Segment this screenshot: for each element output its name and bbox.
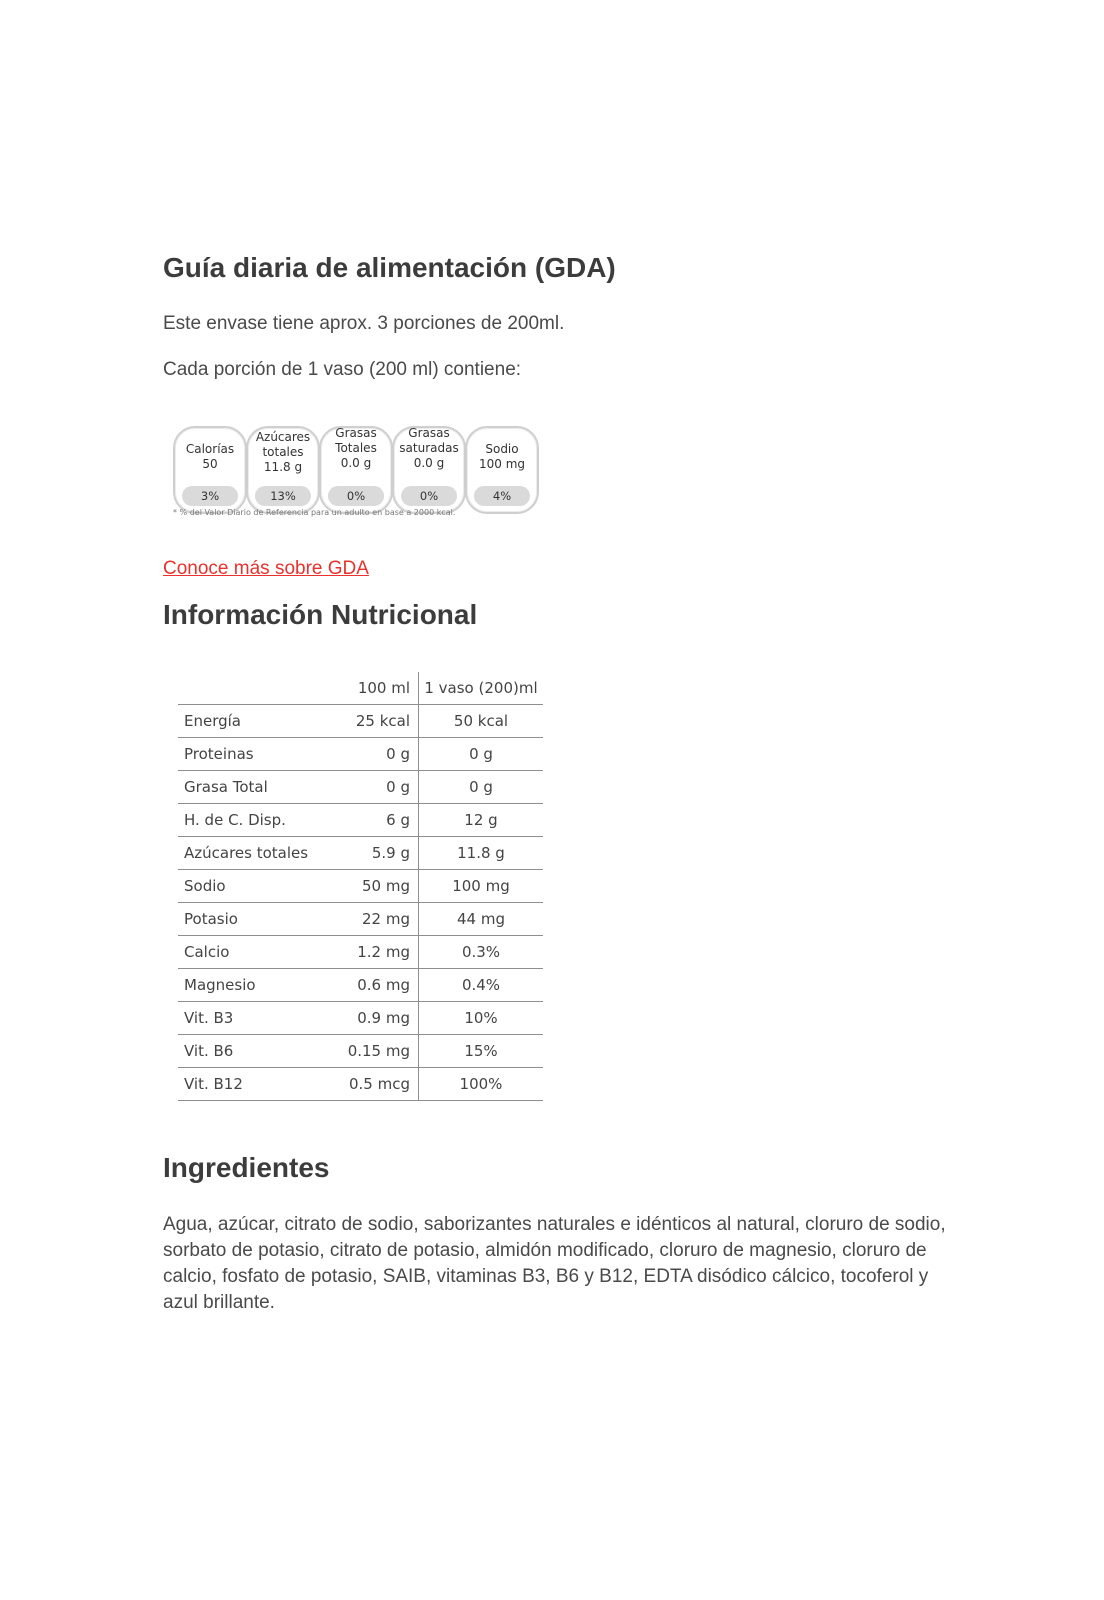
gda-footnote: * % del Valor Diario de Referencia para un adulto en base a 2000 kcal. <box>173 508 456 517</box>
per-100ml-value: 0 g <box>344 771 419 804</box>
table-row <box>178 1035 543 1068</box>
nutrient-name: Proteinas <box>178 738 344 771</box>
table-row <box>178 1002 543 1035</box>
badge-name: Calorías <box>185 442 235 456</box>
per-100ml-value: 6 g <box>344 804 419 837</box>
per-100ml-value: 0 g <box>344 738 419 771</box>
badge-amount: 50 <box>202 457 218 471</box>
per-100ml-value: 0.9 mg <box>344 1002 419 1035</box>
per-100ml-value: 5.9 g <box>344 837 419 870</box>
header-per-100ml: 100 ml <box>344 672 419 705</box>
nutrient-name: Sodio <box>178 870 344 903</box>
ingredients-text: Agua, azúcar, citrato de sodio, saborizantes naturales e idénticos al natural, cloruro de sodio, sorbato de potasio, citrato de potasio, almidón modificado, cloruro de magnesio, cloruro de calcio, fosfato de potasio, SAIB, vitaminas B3, B6 y B12, EDTA disódico cálcico, tocoferol y azul brillante. <box>163 1214 946 1313</box>
table-row <box>178 771 543 804</box>
badge-percent: 0% <box>401 486 457 506</box>
badge-amount: 0.0 g <box>413 456 445 470</box>
per-100ml-value: 0.6 mg <box>344 969 419 1002</box>
table-row <box>178 969 543 1002</box>
badge-amount: 100 mg <box>478 457 526 471</box>
nutrient-name: Energía <box>178 705 344 738</box>
nutrient-name: Azúcares totales <box>178 837 344 870</box>
per-vaso-value: 10% <box>419 1002 544 1035</box>
nutrient-name: Vit. B3 <box>178 1002 344 1035</box>
ingredients-title: Ingredientes <box>163 1152 330 1183</box>
nutrient-name: Calcio <box>178 936 344 969</box>
nutrition-title: Información Nutricional <box>163 599 478 630</box>
per-vaso-value: 0 g <box>419 738 544 771</box>
badge-amount: 0.0 g <box>340 456 372 470</box>
nutrient-name: H. de C. Disp. <box>178 804 344 837</box>
badge-percent: 13% <box>255 486 311 506</box>
table-row <box>178 1068 543 1101</box>
per-100ml-value: 0.5 mcg <box>344 1068 419 1101</box>
table-row <box>178 705 543 738</box>
per-vaso-value: 15% <box>419 1035 544 1068</box>
badge-name: Grasas saturadas <box>399 426 459 455</box>
gda-badge-grasas-totales <box>319 426 393 514</box>
per-vaso-value: 11.8 g <box>419 837 544 870</box>
per-vaso-value: 0.4% <box>419 969 544 1002</box>
per-100ml-value: 1.2 mg <box>344 936 419 969</box>
nutrient-name: Vit. B6 <box>178 1035 344 1068</box>
badge-name: Sodio <box>485 442 519 456</box>
per-vaso-value: 100 mg <box>419 870 544 903</box>
per-vaso-value: 0.3% <box>419 936 544 969</box>
table-row <box>178 804 543 837</box>
table-row <box>178 738 543 771</box>
badge-percent: 4% <box>474 486 530 506</box>
per-vaso-value: 100% <box>419 1068 544 1101</box>
per-vaso-value: 50 kcal <box>419 705 544 738</box>
gda-more-link[interactable]: Conoce más sobre GDA <box>163 558 369 579</box>
badge-percent: 0% <box>328 486 384 506</box>
nutrient-name: Vit. B12 <box>178 1068 344 1101</box>
nutrient-name: Magnesio <box>178 969 344 1002</box>
gda-badge-sodio <box>465 426 539 514</box>
table-row <box>178 837 543 870</box>
gda-title: Guía diaria de alimentación (GDA) <box>163 252 616 283</box>
table-row <box>178 870 543 903</box>
table-row <box>178 936 543 969</box>
badge-name: Grasas Totales <box>335 426 377 455</box>
header-per-vaso: 1 vaso (200)ml <box>419 672 544 705</box>
portions-text: Este envase tiene aprox. 3 porciones de 200ml. <box>163 313 565 334</box>
gda-badge-calorias <box>173 426 247 514</box>
nutrient-name: Grasa Total <box>178 771 344 804</box>
per-vaso-value: 44 mg <box>419 903 544 936</box>
per-100ml-value: 25 kcal <box>344 705 419 738</box>
badge-amount: 11.8 g <box>263 460 303 474</box>
nutrition-table <box>178 672 543 1101</box>
table-row <box>178 903 543 936</box>
per-100ml-value: 50 mg <box>344 870 419 903</box>
per-vaso-value: 12 g <box>419 804 544 837</box>
table-header-row <box>178 672 543 705</box>
per-100ml-value: 22 mg <box>344 903 419 936</box>
per-vaso-value: 0 g <box>419 771 544 804</box>
gda-badge-azucares <box>246 426 320 514</box>
gda-badge-grasas-saturadas <box>392 426 466 514</box>
nutrient-name: Potasio <box>178 903 344 936</box>
badge-name: Azúcares totales <box>255 430 311 459</box>
header-nutrient <box>178 672 344 705</box>
badge-percent: 3% <box>182 486 238 506</box>
serving-text: Cada porción de 1 vaso (200 ml) contiene: <box>163 359 522 380</box>
per-100ml-value: 0.15 mg <box>344 1035 419 1068</box>
